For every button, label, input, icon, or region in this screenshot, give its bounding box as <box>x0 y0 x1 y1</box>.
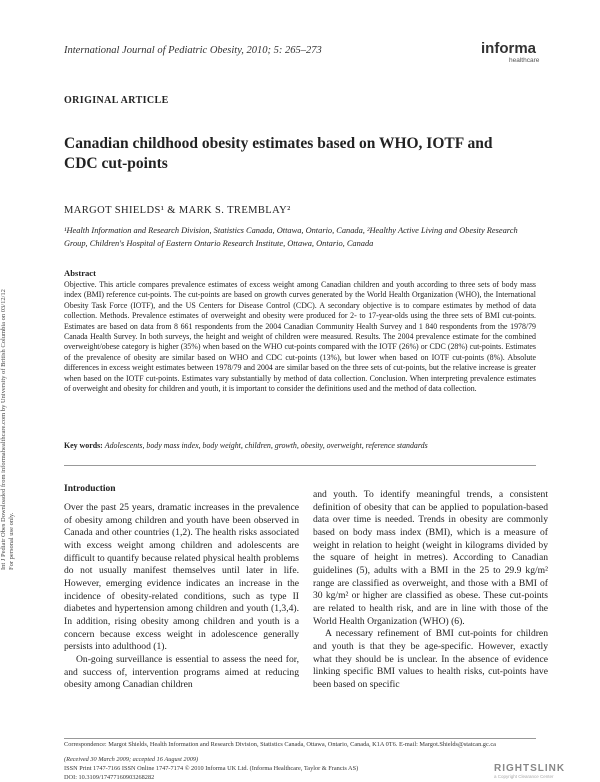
sidebar-line-2: For personal use only. <box>8 512 15 570</box>
affiliations: ¹Health Information and Research Division, Statistics Canada, Ottawa, Ontario, Canada, ²Healthy Active Living and Obesity Research Group, Children's Hospital of Eastern Ontario Research Institute, Ottawa, Ontario, Canada <box>64 226 518 248</box>
journal-citation: International Journal of Pediatric Obesity, 2010; 5: 265–273 <box>64 45 322 56</box>
intro-heading: Introduction <box>64 484 116 494</box>
issn-line: ISSN Print 1747-7166 ISSN Online 1747-7174 © 2010 Informa UK Ltd. (Informa Healthcare, Taylor & Francis AS) <box>64 765 359 772</box>
abstract-heading: Abstract <box>64 268 96 278</box>
divider <box>64 465 536 466</box>
rightslink-sub: a Copyright Clearance Center <box>494 774 554 779</box>
keywords-label: Key words: <box>64 441 103 450</box>
received-dates: (Received 30 March 2009; accepted 16 August 2009) <box>64 756 199 763</box>
abstract-text: Objective. This article compares prevalence estimates of excess weight among Canadian children and youth according to three sets of body mass index (BMI) reference cut-points. The cut-points are based on growth curves generated by the World Health Organization (WHO), the International Obesity Task Force (IOTF), and the US Centers for Disease Control (CDC). A secondary objective is to compare estimates by method of data collection. Methods. Prevalence estimates of overweight and obesity were produced for 2- to 17-year-olds using the three sets of BMI cut-points. Estimates are based on data from 8 661 respondents from the 2004 Canadian Community Health Survey and 1 840 respondents from the 1978/79 Canada Health Survey. In both surveys, the height and weight of children were measured. Results. The 2004 prevalence estimate for the combined overweight/obese category is higher (35%) when based on the WHO cut-points compared with the IOTF (26%) or CDC (28%) cut-points. Estimates of the prevalence of obesity are similar based on WHO and CDC cut-points (13%), but lower when based on IOTF cut-points (8%). Absolute differences in excess weight estimates between 1978/79 and 2004 are similar based on the three sets of cut-points, but the relative increase is greater when based on the IOTF cut-points. Estimates vary substantially by method of data collection. Conclusion. When interpreting prevalence estimates of overweight and obesity for children and youth, it is important to consider the definitions used and the method of data collection. <box>64 280 536 394</box>
publisher-logo: informa <box>481 40 537 57</box>
keywords-list: Adolescents, body mass index, body weight, children, growth, obesity, overweight, reference standards <box>104 441 428 450</box>
section-label: ORIGINAL ARTICLE <box>64 95 169 106</box>
column-right <box>313 489 548 692</box>
paragraph: A necessary refinement of BMI cut-points for children and youth is that they be age-specific. However, exactly what they should be is unclear. In the absence of evidence linking specific BMI values to health risks, cut-points have been based on specific <box>313 628 548 690</box>
article-title: Canadian childhood obesity estimates based on WHO, IOTF and CDC cut-points <box>64 135 493 172</box>
authors: MARGOT SHIELDS¹ & MARK S. TREMBLAY² <box>64 205 291 216</box>
column-left <box>64 502 299 692</box>
publisher-logo-sub: healthcare <box>509 57 540 64</box>
keywords <box>64 441 536 450</box>
paragraph: On-going surveillance is essential to assess the need for, and success of, intervention programs aimed at reducing obesity among Canadian children <box>64 653 299 691</box>
rightslink-logo: RIGHTSLINK <box>494 763 566 774</box>
correspondence: Correspondence: Margot Shields, Health Information and Research Division, Statistics Canada, Ottawa, Ontario, Canada, K1A 0T6. E-mail: Margot.Shields@statcan.gc.ca <box>64 741 496 748</box>
sidebar-line-1: Int J Pediatr Obes Downloaded from informahealthcare.com by University of British Columbia on 03/12/12 <box>0 289 7 570</box>
doi-line: DOI: 10.3109/17477160903268282 <box>64 774 155 781</box>
footer-divider <box>64 738 536 739</box>
paragraph: Over the past 25 years, dramatic increases in the prevalence of obesity among children and youth have been observed in Canada and other countries (1,2). The health risks associated with excess weight among children and adolescents are difficult to quantify because related physical health problems do not usually manifest themselves until later in life. However, emerging evidence indicates an increase in the incidence of obesity-related conditions, such as type II diabetes and hypertension among children and youth (1,3,4). In addition, rising obesity among children and youth is a concern because excess weight in adolescence generally persists into adulthood (1). <box>64 502 299 653</box>
paragraph: and youth. To identify meaningful trends, a consistent definition of obesity that can be applied to population-based data over time is needed. Trends in obesity are commonly based on body mass index (BMI), which is a measure of weight in relation to height (weight in kilograms divided by the square of height in metres). According to Canadian guidelines (5), adults with a BMI in the 25 to 29.9 kg/m² range are classified as overweight, and those with a BMI of 30 kg/m² or higher are classified as obese. These cut-points are related to health risk, and are in line with those of the World Health Organization (WHO) (6). <box>313 489 548 627</box>
